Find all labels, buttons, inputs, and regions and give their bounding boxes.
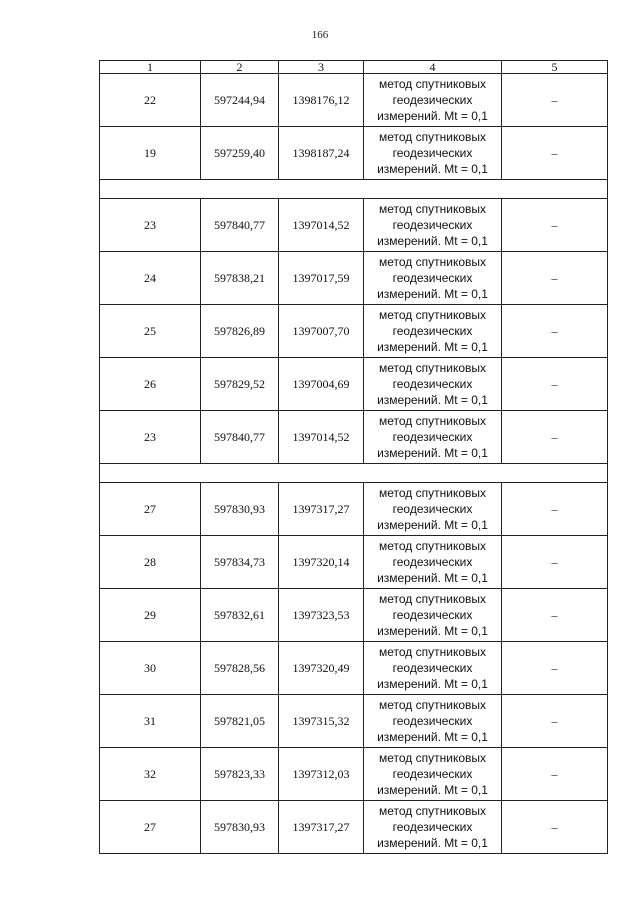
table-row xyxy=(100,305,608,358)
method-line: геодезических xyxy=(392,820,473,834)
method-line: измерений. Mt = 0,1 xyxy=(377,234,488,248)
column-header: 1 xyxy=(100,61,201,74)
method-line: измерений. Mt = 0,1 xyxy=(377,446,488,460)
method-line: метод спутниковых xyxy=(378,592,486,606)
column-5-value: – xyxy=(502,252,608,305)
point-number: 31 xyxy=(100,695,201,748)
method-line: метод спутниковых xyxy=(378,202,486,216)
method-cell xyxy=(364,748,502,801)
method-line: метод спутниковых xyxy=(378,255,486,269)
method-line: метод спутниковых xyxy=(378,130,486,144)
method-line: геодезических xyxy=(392,324,473,338)
coordinate-y: 1397014,52 xyxy=(279,199,364,252)
point-number: 27 xyxy=(100,801,201,854)
page-number: 166 xyxy=(311,29,329,41)
method-line: геодезических xyxy=(392,93,473,107)
column-5-value: – xyxy=(502,695,608,748)
point-number: 19 xyxy=(100,127,201,180)
method-cell xyxy=(364,642,502,695)
coordinate-y: 1397323,53 xyxy=(279,589,364,642)
table-row xyxy=(100,252,608,305)
coordinate-y: 1397317,27 xyxy=(279,801,364,854)
column-header: 2 xyxy=(201,61,279,74)
coordinate-x: 597821,05 xyxy=(201,695,279,748)
method-cell xyxy=(364,483,502,536)
coordinates-table xyxy=(99,60,608,854)
coordinate-x: 597840,77 xyxy=(201,199,279,252)
column-5-value: – xyxy=(502,536,608,589)
point-number: 30 xyxy=(100,642,201,695)
coordinate-y: 1397004,69 xyxy=(279,358,364,411)
coordinate-x: 597830,93 xyxy=(201,801,279,854)
method-line: измерений. Mt = 0,1 xyxy=(377,624,488,638)
coordinate-y: 1398187,24 xyxy=(279,127,364,180)
coordinate-y: 1397312,03 xyxy=(279,748,364,801)
method-line: геодезических xyxy=(392,430,473,444)
coordinate-x: 597828,56 xyxy=(201,642,279,695)
coordinate-x: 597826,89 xyxy=(201,305,279,358)
method-cell xyxy=(364,801,502,854)
coordinate-x: 597244,94 xyxy=(201,74,279,127)
method-line: измерений. Mt = 0,1 xyxy=(377,677,488,691)
method-line: геодезических xyxy=(392,555,473,569)
method-line: геодезических xyxy=(392,714,473,728)
method-cell xyxy=(364,305,502,358)
method-line: метод спутниковых xyxy=(378,77,486,91)
method-line: измерений. Mt = 0,1 xyxy=(377,340,488,354)
method-line: измерений. Mt = 0,1 xyxy=(377,393,488,407)
method-cell xyxy=(364,695,502,748)
point-number: 25 xyxy=(100,305,201,358)
table-header-row xyxy=(100,61,608,74)
method-line: геодезических xyxy=(392,767,473,781)
method-line: геодезических xyxy=(392,661,473,675)
table-row xyxy=(100,74,608,127)
method-cell xyxy=(364,199,502,252)
method-cell xyxy=(364,411,502,464)
coordinate-y: 1397315,32 xyxy=(279,695,364,748)
section-separator-row xyxy=(100,464,608,483)
point-number: 23 xyxy=(100,411,201,464)
column-5-value: – xyxy=(502,589,608,642)
coordinate-y: 1397320,49 xyxy=(279,642,364,695)
coordinate-y: 1397017,59 xyxy=(279,252,364,305)
table-row xyxy=(100,199,608,252)
table-row xyxy=(100,642,608,695)
method-line: геодезических xyxy=(392,271,473,285)
coordinate-x: 597834,73 xyxy=(201,536,279,589)
table-row xyxy=(100,748,608,801)
coordinate-x: 597838,21 xyxy=(201,252,279,305)
point-number: 28 xyxy=(100,536,201,589)
coordinate-x: 597823,33 xyxy=(201,748,279,801)
method-line: измерений. Mt = 0,1 xyxy=(377,571,488,585)
method-line: измерений. Mt = 0,1 xyxy=(377,836,488,850)
method-line: метод спутниковых xyxy=(378,698,486,712)
method-line: геодезических xyxy=(392,218,473,232)
method-line: метод спутниковых xyxy=(378,539,486,553)
table-row xyxy=(100,536,608,589)
method-line: измерений. Mt = 0,1 xyxy=(377,287,488,301)
coordinate-x: 597840,77 xyxy=(201,411,279,464)
method-line: метод спутниковых xyxy=(378,308,486,322)
column-5-value: – xyxy=(502,748,608,801)
method-line: метод спутниковых xyxy=(378,361,486,375)
coordinate-y: 1397007,70 xyxy=(279,305,364,358)
column-5-value: – xyxy=(502,127,608,180)
point-number: 32 xyxy=(100,748,201,801)
table-row xyxy=(100,483,608,536)
coordinate-y: 1398176,12 xyxy=(279,74,364,127)
column-5-value: – xyxy=(502,199,608,252)
method-cell xyxy=(364,252,502,305)
method-line: измерений. Mt = 0,1 xyxy=(377,518,488,532)
column-5-value: – xyxy=(502,358,608,411)
coordinate-x: 597832,61 xyxy=(201,589,279,642)
method-line: геодезических xyxy=(392,146,473,160)
point-number: 23 xyxy=(100,199,201,252)
section-separator xyxy=(100,180,608,199)
table-row xyxy=(100,358,608,411)
table-row xyxy=(100,127,608,180)
column-5-value: – xyxy=(502,483,608,536)
coordinate-y: 1397317,27 xyxy=(279,483,364,536)
method-line: измерений. Mt = 0,1 xyxy=(377,109,488,123)
column-header: 5 xyxy=(502,61,608,74)
column-5-value: – xyxy=(502,642,608,695)
point-number: 22 xyxy=(100,74,201,127)
method-line: геодезических xyxy=(392,502,473,516)
column-5-value: – xyxy=(502,801,608,854)
coordinate-x: 597830,93 xyxy=(201,483,279,536)
column-5-value: – xyxy=(502,305,608,358)
method-line: измерений. Mt = 0,1 xyxy=(377,162,488,176)
method-line: геодезических xyxy=(392,608,473,622)
coordinate-y: 1397014,52 xyxy=(279,411,364,464)
coordinate-y: 1397320,14 xyxy=(279,536,364,589)
column-5-value: – xyxy=(502,74,608,127)
point-number: 26 xyxy=(100,358,201,411)
table-row xyxy=(100,411,608,464)
method-line: метод спутниковых xyxy=(378,804,486,818)
method-cell xyxy=(364,536,502,589)
point-number: 29 xyxy=(100,589,201,642)
table-row xyxy=(100,695,608,748)
method-cell xyxy=(364,358,502,411)
method-cell xyxy=(364,589,502,642)
table-row xyxy=(100,801,608,854)
column-header: 4 xyxy=(364,61,502,74)
method-line: геодезических xyxy=(392,377,473,391)
method-line: измерений. Mt = 0,1 xyxy=(377,783,488,797)
method-line: метод спутниковых xyxy=(378,414,486,428)
section-separator-row xyxy=(100,180,608,199)
table-row xyxy=(100,589,608,642)
method-cell xyxy=(364,74,502,127)
point-number: 27 xyxy=(100,483,201,536)
method-line: метод спутниковых xyxy=(378,486,486,500)
column-5-value: – xyxy=(502,411,608,464)
coordinate-x: 597829,52 xyxy=(201,358,279,411)
method-line: измерений. Mt = 0,1 xyxy=(377,730,488,744)
point-number: 24 xyxy=(100,252,201,305)
method-line: метод спутниковых xyxy=(378,645,486,659)
section-separator xyxy=(100,464,608,483)
method-cell xyxy=(364,127,502,180)
coordinate-x: 597259,40 xyxy=(201,127,279,180)
column-header: 3 xyxy=(279,61,364,74)
method-line: метод спутниковых xyxy=(378,751,486,765)
